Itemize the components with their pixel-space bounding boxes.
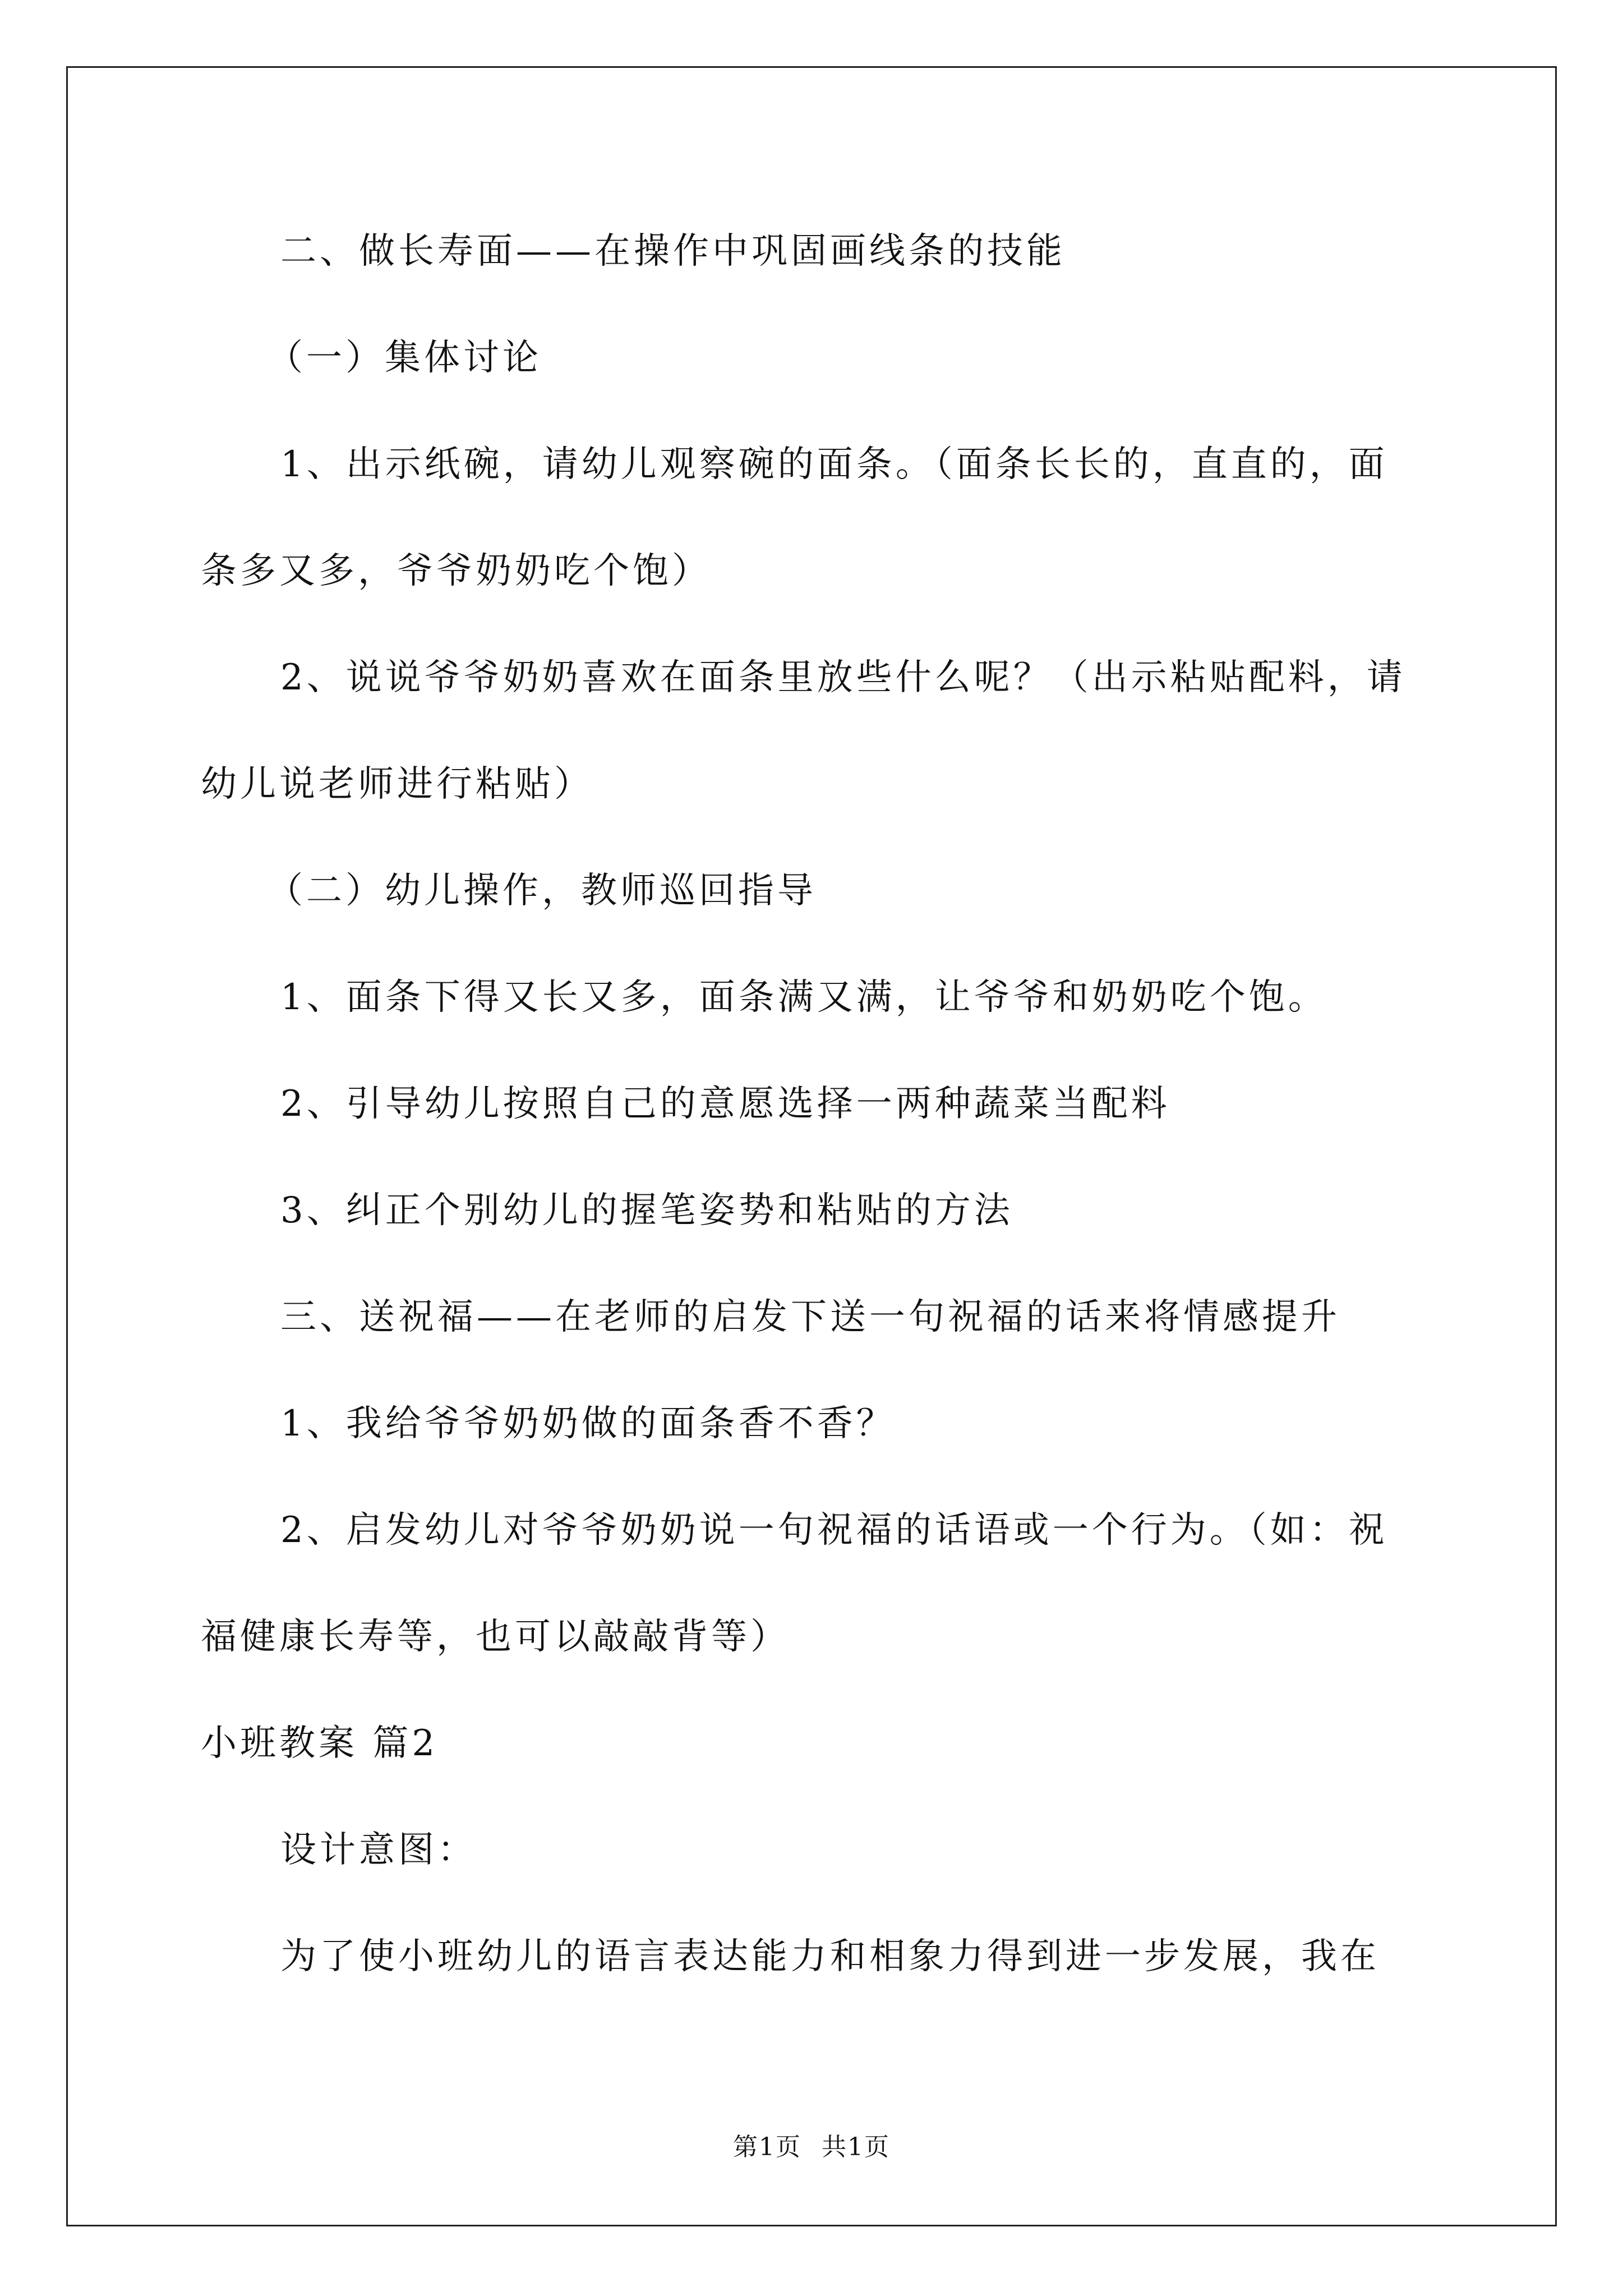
subsection-heading-1: （一）集体讨论 bbox=[267, 337, 542, 379]
paragraph-line: 福健康长寿等，也可以敲敲背等） bbox=[201, 1616, 790, 1658]
lesson-plan-title: 小班教案 篇2 bbox=[201, 1723, 439, 1764]
paragraph-line: 1、我给爷爷奶奶做的面条香不香？ bbox=[280, 1403, 896, 1444]
page-number: 第1页 bbox=[733, 2133, 801, 2161]
design-intent-label: 设计意图： bbox=[280, 1829, 477, 1871]
paragraph-line: 1、面条下得又长又多，面条满又满，让爷爷和奶奶吃个饱。 bbox=[280, 977, 1327, 1018]
paragraph-line: 幼儿说老师进行粘贴） bbox=[201, 763, 593, 805]
paragraph-line: 1、出示纸碗，请幼儿观察碗的面条。（面条长长的，直直的，面 bbox=[280, 444, 1388, 485]
paragraph-line: 为了使小班幼儿的语言表达能力和相象力得到进一步发展，我在 bbox=[280, 1936, 1380, 1977]
paragraph-line: 3、纠正个别幼儿的握笔姿势和粘贴的方法 bbox=[280, 1190, 1013, 1231]
paragraph-line: 2、启发幼儿对爷爷奶奶说一句祝福的话语或一个行为。（如：祝 bbox=[280, 1510, 1388, 1551]
page-border bbox=[66, 66, 1557, 2226]
page-total: 共1页 bbox=[822, 2133, 890, 2161]
section-heading-3: 三、送祝福——在老师的启发下送一句祝福的话来将情感提升 bbox=[280, 1296, 1340, 1338]
paragraph-line: 2、引导幼儿按照自己的意愿选择一两种蔬菜当配料 bbox=[280, 1083, 1170, 1125]
page-footer bbox=[0, 2132, 1623, 2163]
paragraph-line: 2、说说爷爷奶奶喜欢在面条里放些什么呢？（出示粘贴配料，请 bbox=[280, 657, 1406, 698]
paragraph-line: 条多又多，爷爷奶奶吃个饱） bbox=[201, 550, 711, 592]
subsection-heading-2: （二）幼儿操作，教师巡回指导 bbox=[267, 870, 817, 912]
section-heading-2: 二、做长寿面——在操作中巩固画线条的技能 bbox=[280, 231, 1066, 272]
